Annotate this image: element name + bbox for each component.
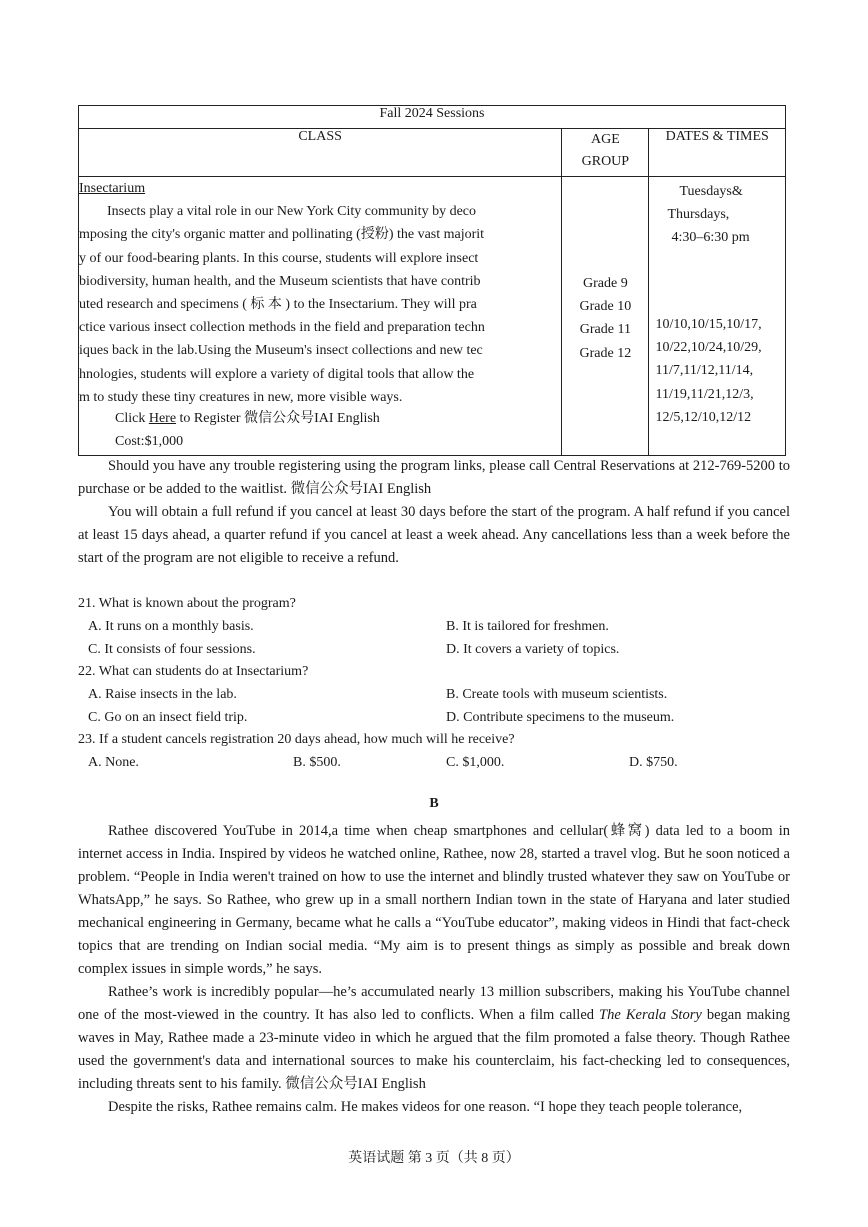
option-21b: B. It is tailored for freshmen. <box>446 619 609 634</box>
date-line: 10/10,10/15,10/17, <box>655 317 762 332</box>
page-footer: 英语试题 第 3 页（共 8 页） <box>348 1151 520 1166</box>
header-class: CLASS <box>79 129 562 177</box>
option-23a: A. None. <box>88 755 139 770</box>
class-desc-line: ctice various insect collection methods in the field and preparation techn <box>79 320 485 336</box>
option-23d: D. $750. <box>629 755 678 770</box>
registration-notes <box>78 455 790 570</box>
cost: Cost:$1,000 <box>115 434 184 450</box>
days-line2: Thursdays, <box>667 207 730 222</box>
option-22d: D. Contribute specimens to the museum. <box>446 710 675 725</box>
table-title: Fall 2024 Sessions <box>79 106 786 129</box>
header-dates-times: DATES & TIMES <box>649 129 786 177</box>
option-21c: C. It consists of four sessions. <box>88 642 256 657</box>
class-description-cell <box>79 177 562 456</box>
option-23b: B. $500. <box>293 755 341 770</box>
date-line: 11/19,11/21,12/3, <box>655 386 754 402</box>
class-desc-line: uted research and specimens ( 标 本 ) to the Insectarium. They will pra <box>79 297 477 313</box>
section-b-heading: B <box>429 796 439 811</box>
date-line: 11/7,11/12,11/14, <box>655 363 754 379</box>
option-21d: D. It covers a variety of topics. <box>446 642 620 657</box>
class-desc-line: mposing the city's organic matter and pollinating (授粉) the vast majorit <box>79 227 485 243</box>
date-line: 10/22,10/24,10/29, <box>655 340 762 356</box>
option-21a: A. It runs on a monthly basis. <box>88 619 254 634</box>
header-age-line2: GROUP <box>581 154 630 169</box>
header-age-line1: AGE <box>590 132 620 147</box>
grade-12: Grade 12 <box>579 345 632 361</box>
class-name: Insectarium <box>79 181 146 196</box>
date-line: 12/5,12/10,12/12 <box>655 409 752 425</box>
class-desc-line: Insects play a vital role in our New York City community by deco <box>107 204 476 220</box>
option-22c: C. Go on an insect field trip. <box>88 710 248 725</box>
question-23: 23. If a student cancels registration 20 days ahead, how much will he receive? <box>78 732 515 747</box>
header-age-group <box>562 129 649 177</box>
reservation-note: Should you have any trouble registering using the program links, please call Central Reservations at 212-769-5200 to purchase or be added to the waitlist. 微信公众号IAI English <box>78 458 790 497</box>
days-line1: Tuesdays& <box>679 184 743 199</box>
question-22: 22. What can students do at Insectarium? <box>78 664 309 679</box>
refund-note: You will obtain a full refund if you cancel at least 30 days before the start of the program. A half refund if you cancel at least 15 days ahead, a quarter refund if you cancel at least a week ahead. Any cancellations less than a week before the start of the program are not eligible to receive a refund. <box>78 504 790 566</box>
class-desc-line: iques back in the lab.Using the Museum's insect collections and new tec <box>79 343 483 359</box>
class-desc-line: y of our food-bearing plants. In this course, students will explore insect <box>79 250 479 266</box>
option-22a: A. Raise insects in the lab. <box>88 687 237 702</box>
option-22b: B. Create tools with museum scientists. <box>446 687 668 702</box>
register-line: Click Here to Register 微信公众号IAI English <box>115 411 380 427</box>
grade-11: Grade 11 <box>579 322 631 338</box>
grade-9: Grade 9 <box>583 276 628 291</box>
passage-paragraph: Rathee’s work is incredibly popular—he’s accumulated nearly 13 million subscribers, making his YouTube channel one of the most-viewed in the country. It has also led to conflicts. When a film called The Kerala Story began making waves in May, Rathee made a 23-minute video in which he argued that the film promoted a false theory. Though Rathee used the government's data and international sources to make his counterclaim, his fact-checking led to consequences, including threats sent to his family. 微信公众号IAI English <box>78 984 790 1092</box>
class-desc-line: hnologies, students will explore a variety of digital tools that allow the <box>79 366 475 382</box>
sessions-table <box>78 105 786 456</box>
film-title: The Kerala Story <box>599 1007 702 1023</box>
age-group-cell <box>562 177 649 456</box>
dates-times-cell <box>649 177 786 456</box>
passage-paragraph: Rathee discovered YouTube in 2014,a time when cheap smartphones and cellular(蜂窝) data led to a boom in internet access in India. Inspired by videos he watched online, Rathee, now 28, started a travel vlog. But he soon noticed a problem. “People in India weren't trained on how to use the internet and blindly trusted whatever they saw on YouTube or WhatsApp,” he says. So Rathee, who grew up in a small northern Indian town in the state of Haryana and later studied mechanical engineering in Germany, became what he calls a “YouTube educator”, making videos in Hindi that fact-check topics that are trending on Indian social media. “My aim is to present things as simply as possible and break down complex issues in simple words,” he says. <box>78 823 790 977</box>
time: 4:30–6:30 pm <box>671 230 750 245</box>
grade-10: Grade 10 <box>579 299 632 315</box>
register-link[interactable]: Here <box>148 411 177 427</box>
passage-paragraph: Despite the risks, Rathee remains calm. He makes videos for one reason. “I hope they teach people tolerance, <box>108 1099 743 1115</box>
passage-b <box>78 820 790 1119</box>
class-desc-line: m to study these tiny creatures in new, more visible ways. <box>79 389 403 405</box>
option-23c: C. $1,000. <box>446 755 505 770</box>
question-21: 21. What is known about the program? <box>78 596 296 611</box>
class-desc-line: biodiversity, human health, and the Museum scientists that have contrib <box>79 273 481 289</box>
